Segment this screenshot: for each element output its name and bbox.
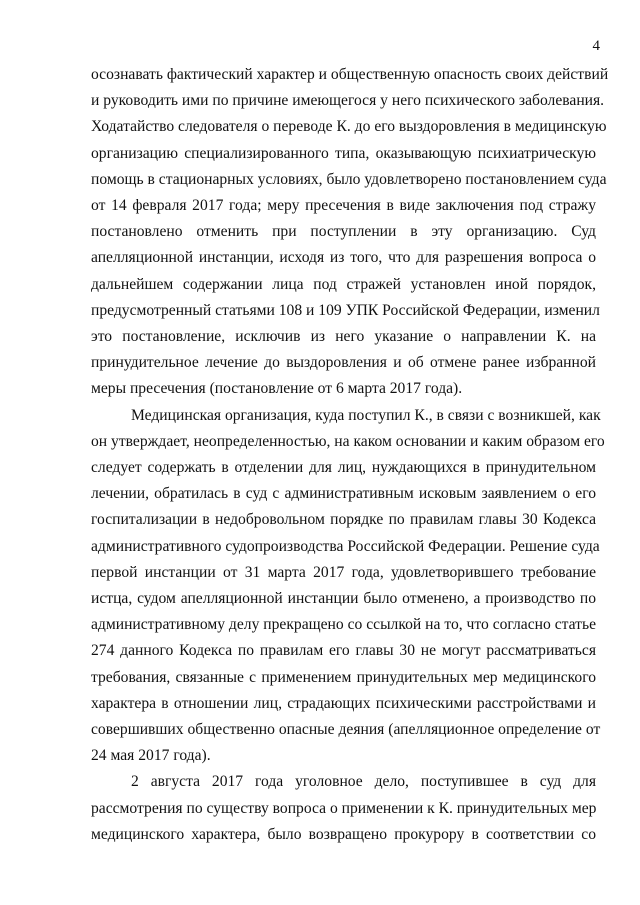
page-number: 4	[592, 38, 600, 54]
text-line: апелляционной инстанции, исходя из того, что для разрешения вопроса о	[91, 249, 596, 267]
paragraph-3	[91, 769, 596, 848]
text-line: характера в отношении лиц, страдающих психическими расстройствами и	[91, 694, 596, 712]
text-line: 24 мая 2017 года).	[91, 747, 211, 765]
text-line: осознавать фактический характер и общественную опасность своих действий	[91, 66, 609, 83]
text-line: и руководить ими по причине имеющегося у него психического заболевания.	[91, 92, 605, 110]
text-line: это постановление, исключив из него указание о направлении К. на	[91, 328, 596, 346]
text-line: 2 августа 2017 года уголовное дело, поступившее в суд для	[131, 773, 596, 791]
text-line: организацию специализированного типа, оказывающую психиатрическую	[91, 144, 596, 162]
text-line: дальнейшем содержании лица под стражей установлен иной порядок,	[91, 275, 596, 293]
text-line: госпитализации в недобровольном порядке по правилам главы 30 Кодекса	[91, 511, 596, 529]
text-line: принудительное лечение до выздоровления и об отмене ранее избранной	[91, 354, 596, 372]
text-line: предусмотренный статьями 108 и 109 УПК Российской Федерации, изменил	[91, 301, 600, 319]
text-line: совершивших общественно опасные деяния (апелляционное определение от	[91, 721, 601, 739]
document-body	[91, 62, 609, 848]
text-line: первой инстанции от 31 марта 2017 года, удовлетворившего требование	[91, 563, 596, 581]
paragraph-1	[91, 62, 609, 403]
text-line: административного судопроизводства Российской Федерации. Решение суда	[91, 537, 600, 555]
text-line: медицинского характера, было возвращено прокурору в соответствии со	[91, 825, 596, 843]
text-line: постановлено отменить при поступлении в эту организацию. Суд	[91, 223, 596, 241]
text-line: рассмотрения по существу вопроса о применении к К. принудительных мер	[91, 799, 597, 817]
text-line: помощь в стационарных условиях, было удовлетворено постановлением суда	[91, 170, 607, 188]
paragraph-2	[91, 403, 605, 770]
text-line: меры пресечения (постановление от 6 марта 2017 года).	[91, 380, 463, 398]
text-line: 274 данного Кодекса по правилам его главы 30 не могут рассматриваться	[91, 642, 596, 660]
text-line: истца, судом апелляционной инстанции было отменено, а производство по	[91, 590, 596, 608]
text-line: административному делу прекращено со ссылкой на то, что согласно статье	[91, 616, 596, 634]
text-line: следует содержать в отделении для лиц, нуждающихся в принудительном	[91, 459, 596, 477]
text-line: требования, связанные с применением принудительных мер медицинского	[91, 668, 596, 686]
text-line: он утверждает, неопределенностью, на каком основании и каким образом его	[91, 432, 605, 450]
text-line: Медицинская организация, куда поступил К., в связи с возникшей, как	[131, 406, 601, 424]
text-line: от 14 февраля 2017 года; меру пресечения в виде заключения под стражу	[91, 197, 596, 215]
text-line: Ходатайство следователя о переводе К. до его выздоровления в медицинскую	[91, 118, 607, 136]
text-line: лечении, обратилась в суд с административным исковым заявлением о его	[91, 485, 596, 503]
